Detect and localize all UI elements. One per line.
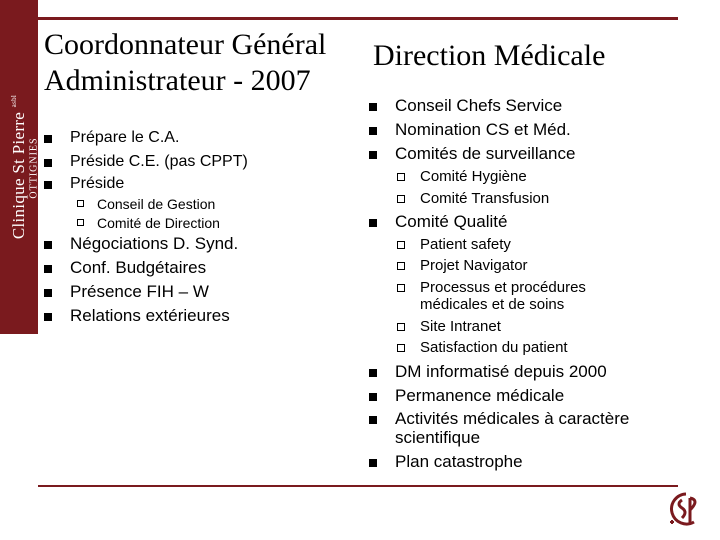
list-item: Préside C.E. (pas CPPT) [70, 153, 248, 170]
brand-sidebar [0, 0, 38, 334]
list-item: Conf. Budgétaires [70, 258, 207, 277]
title-line-1: Coordonnateur Général [44, 28, 327, 61]
list-item: Présence FIH – W [70, 282, 209, 301]
list-item: Conseil Chefs Service [395, 96, 563, 115]
clinic-logo-icon [664, 490, 704, 530]
list-item: Permanence médicale [395, 386, 565, 405]
list-item: Préside [70, 175, 125, 192]
list-item: Prépare le C.A. [70, 129, 180, 146]
sub-list-item: Patient safety [420, 236, 511, 253]
list-item: Nomination CS et Méd. [395, 120, 571, 139]
sub-list-item: Site Intranet [420, 318, 501, 335]
top-divider [38, 17, 678, 20]
sub-list-item: Comité Hygiène [420, 168, 527, 185]
list-item: Négociations D. Synd. [70, 234, 239, 253]
clinic-location: OTTIGNIES [28, 137, 40, 199]
slide-title-left [44, 27, 326, 99]
slide-title-right: Direction Médicale [373, 39, 606, 72]
sub-list-item: Conseil de Gestion [97, 196, 216, 212]
list-item: Relations extérieures [70, 306, 230, 325]
list-item: Activités médicales à caractère scientifique [395, 409, 695, 447]
clinic-legal-suffix: asbl [10, 94, 18, 108]
sub-list-item: Processus et procédures médicales et de soins [420, 279, 640, 313]
list-item: Comité Qualité [395, 212, 508, 231]
clinic-name-text: Clinique St Pierre [9, 111, 28, 240]
sub-list-item: Projet Navigator [420, 257, 528, 274]
sub-list-item: Comité de Direction [97, 215, 220, 231]
list-item: DM informatisé depuis 2000 [395, 362, 607, 381]
sub-list-item: Satisfaction du patient [420, 339, 568, 356]
bottom-divider [38, 485, 678, 487]
list-item: Plan catastrophe [395, 452, 523, 471]
sub-list-item: Comité Transfusion [420, 190, 550, 207]
clinic-name [9, 95, 29, 239]
title-line-2: Administrateur - 2007 [44, 64, 311, 97]
list-item: Comités de surveillance [395, 144, 576, 163]
